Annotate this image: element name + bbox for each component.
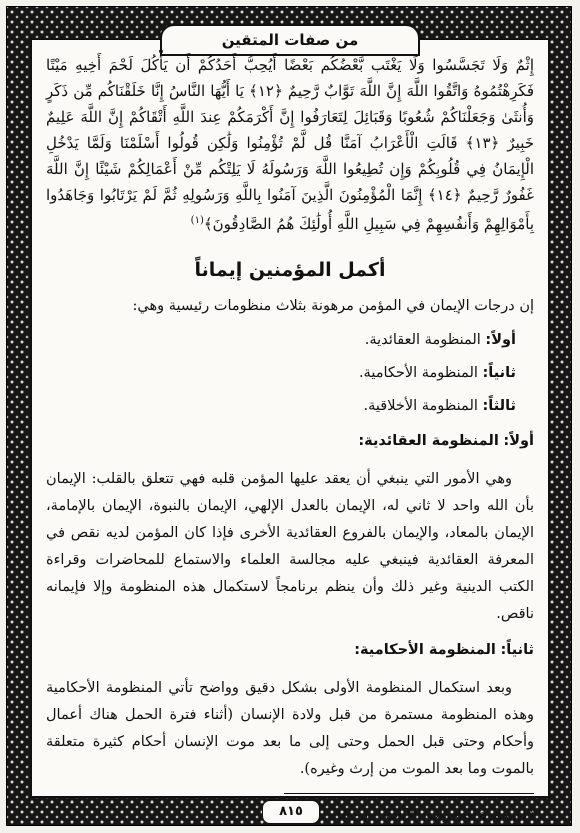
list-item-text: المنظومة الأخلاقية. bbox=[363, 398, 478, 414]
list-item bbox=[46, 324, 534, 357]
footnote: (١) سورة الحجرات: الآيات، ١٠ - ١٥. bbox=[330, 807, 534, 823]
list-item-label: أولاً: bbox=[485, 332, 516, 348]
subsection-heading-2 bbox=[46, 634, 534, 667]
subsection-label: ثانياً: bbox=[500, 642, 534, 658]
list-item bbox=[46, 390, 534, 423]
page-number: ٨١٥ bbox=[262, 800, 320, 824]
footnote-ref: (١) bbox=[190, 215, 204, 226]
paragraph-legal: وبعد استكمال المنظومة الأولى بشكل دقيق وواضح تأتي المنظومة الأحكامية وهذه المنظومة مستمرة من قبل ولادة الإنسان (أثناء فترة الحمل هناك أعمال وأحكام وحتى قبل الحمل وحتى إلى ما بعد موت الإنسان أحكام كثيرة متعلقة بالموت وما بعد الموت من إرث وغيره). bbox=[46, 680, 534, 777]
subsection-heading-1 bbox=[46, 425, 534, 458]
list-item bbox=[46, 357, 534, 390]
footnote-separator bbox=[284, 793, 534, 794]
subsection-label: أولاً: bbox=[503, 433, 534, 449]
list-item-text: المنظومة العقائدية. bbox=[364, 332, 481, 348]
section-heading: أكمل المؤمنين إيماناً bbox=[194, 259, 386, 281]
subsection-title: المنظومة العقائدية: bbox=[358, 433, 499, 449]
list-item-label: ثالثاً: bbox=[482, 398, 516, 414]
footnote-separator-wrap bbox=[46, 783, 534, 797]
list-item-text: المنظومة الأحكامية. bbox=[358, 365, 478, 381]
verse-text: إِثْمٌ وَلَا تَجَسَّسُوا وَلَا يَغْتَب بَّعْضُكُم بَعْضًا أَيُحِبُّ أَحَدُكُمْ أَن يَأْكُلَ لَحْمَ أَخِيهِ مَيْتًا فَكَرِهْتُمُوهُ وَاتَّقُوا اللَّهَ إِنَّ اللَّهَ تَوَّابٌ رَّحِيمٌ ﴿١٢﴾ يَا أَيُّهَا النَّاسُ إِنَّا خَلَقْنَاكُم مِّن ذَكَرٍ وَأُنثَىٰ وَجَعَلْنَاكُمْ شُعُوبًا وَقَبَائِلَ لِتَعَارَفُوا إِنَّ أَكْرَمَكُمْ عِندَ اللَّهِ أَتْقَاكُمْ إِنَّ اللَّهَ عَلِيمٌ خَبِيرٌ ﴿١٣﴾ قَالَتِ الْأَعْرَابُ آمَنَّا قُل لَّمْ تُؤْمِنُوا وَلَٰكِن قُولُوا أَسْلَمْنَا وَلَمَّا يَدْخُلِ الْإِيمَانُ فِي قُلُوبِكُمْ وَإِن تُطِيعُوا اللَّهَ وَرَسُولَهُ لَا يَلِتْكُم مِّنْ أَعْمَالِكُمْ شَيْئًا إِنَّ اللَّهَ غَفُورٌ رَّحِيمٌ ﴿١٤﴾ إِنَّمَا الْمُؤْمِنُونَ الَّذِينَ آمَنُوا بِاللَّهِ وَرَسُولِهِ ثُمَّ لَمْ يَرْتَابُوا وَجَاهَدُوا بِأَمْوَالِهِمْ وَأَنفُسِهِمْ فِي سَبِيلِ اللَّهِ أُولَٰئِكَ هُمُ الصَّادِقُونَ﴾ bbox=[46, 56, 534, 233]
page-content bbox=[46, 52, 534, 827]
running-header: من صفات المتقين bbox=[160, 24, 420, 56]
list-item-label: ثانياً: bbox=[482, 365, 516, 381]
paragraph-doctrinal: وهي الأمور التي ينبغي أن يعقد عليها المؤمن قلبه فهي تتعلق بالقلب: الإيمان بأن الله واحد لا ثاني له، الإيمان بالعدل الإلهي، الإيمان بالنبوة، الإيمان بالإمامة، الإيمان بالمعاد، والإيمان بالفروع العقائدية الأخرى فإذا كان المؤمن لديه نقص في المعرفة العقائدية فينبغي عليه مجالسة العلماء والاستماع للمحاضرات وقراءة الكتب الدينية وغير ذلك وأن ينظم برنامجاً لاستكمال هذه المنظومة وإلا فإيمانه ناقص. bbox=[46, 471, 534, 622]
intro-paragraph: إن درجات الإيمان في المؤمن مرهونة بثلاث منظومات رئيسية وهي: bbox=[132, 298, 534, 314]
subsection-title: المنظومة الأحكامية: bbox=[354, 642, 496, 658]
quran-verse bbox=[46, 52, 534, 237]
